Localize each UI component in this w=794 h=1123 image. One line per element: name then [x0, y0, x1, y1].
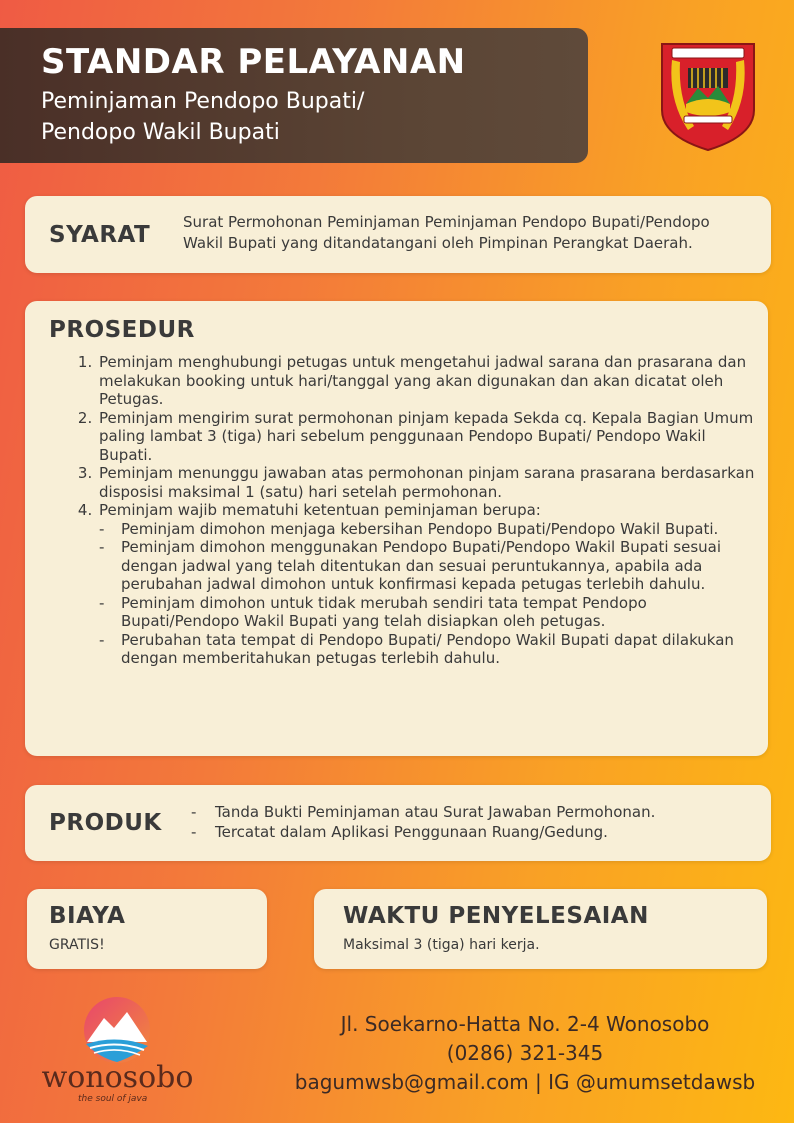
contact-address: Jl. Soekarno-Hatta No. 2-4 Wonosobo	[340, 1012, 710, 1036]
prosedur-step: 3. Peminjam menunggu jawaban atas permohonan pinjam sarana prasarana berdasarkan disposisi maksimal 1 (satu) hari setelah permohonan.	[97, 464, 757, 501]
waktu-card	[314, 889, 767, 969]
waktu-value: Maksimal 3 (tiga) hari kerja.	[343, 937, 540, 953]
subtitle-line-1: Peminjaman Pendopo Bupati/	[41, 89, 365, 114]
waktu-heading: WAKTU PENYELESAIAN	[343, 903, 649, 929]
produk-list	[191, 802, 655, 842]
syarat-text-line-2: Wakil Bupati yang ditandatangani oleh Pimpinan Perangkat Daerah.	[183, 234, 693, 252]
page-title: STANDAR PELAYANAN	[41, 42, 466, 82]
prosedur-step: 2. Peminjam mengirim surat permohonan pinjam kepada Sekda cq. Kepala Bagian Umum paling lambat 3 (tiga) hari sebelum penggunaan Pendopo Bupati/ Pendopo Wakil Bupati.	[97, 409, 757, 465]
header-banner	[0, 28, 588, 163]
prosedur-sub-list	[99, 520, 757, 668]
contact-email-ig: bagumwsb@gmail.com | IG @umumsetdawsb	[294, 1070, 756, 1094]
prosedur-step-with-subitems	[97, 501, 757, 668]
prosedur-steps	[49, 353, 757, 668]
syarat-text	[183, 212, 763, 254]
biaya-heading: BIAYA	[49, 903, 126, 929]
wonosobo-logo	[30, 994, 205, 1106]
biaya-value: GRATIS!	[49, 937, 105, 953]
logo-wordmark: wonosobo	[41, 1060, 194, 1095]
produk-item: - Tanda Bukti Peminjaman atau Surat Jawaban Permohonan.	[215, 802, 655, 822]
logo-tagline: the soul of java	[78, 1094, 148, 1104]
prosedur-step: 1. Peminjam menghubungi petugas untuk mengetahui jadwal sarana dan prasarana dan melakukan booking untuk hari/tanggal yang akan digunakan dan akan dicatat oleh Petugas.	[97, 353, 757, 409]
page-subtitle	[41, 86, 588, 148]
contact-info	[270, 1010, 780, 1097]
regency-emblem-icon	[658, 40, 758, 152]
prosedur-sub-item: - Peminjam dimohon untuk tidak merubah sendiri tata tempat Pendopo Bupati/Pendopo Wakil Bupati yang telah disiapkan oleh petugas.	[119, 594, 757, 631]
contact-phone: (0286) 321-345	[446, 1041, 604, 1065]
prosedur-heading: PROSEDUR	[49, 317, 195, 343]
produk-card	[25, 785, 771, 861]
prosedur-sub-item: - Peminjam dimohon menjaga kebersihan Pendopo Bupati/Pendopo Wakil Bupati.	[119, 520, 757, 539]
prosedur-step-text: Peminjam wajib mematuhi ketentuan peminjaman berupa:	[99, 501, 541, 519]
prosedur-card	[25, 301, 768, 756]
syarat-card	[25, 196, 771, 273]
syarat-text-line-1: Surat Permohonan Peminjaman Peminjaman Pendopo Bupati/Pendopo	[183, 213, 710, 231]
mountain-logo-icon	[30, 994, 205, 1064]
produk-item: - Tercatat dalam Aplikasi Penggunaan Ruang/Gedung.	[215, 822, 655, 842]
subtitle-line-2: Pendopo Wakil Bupati	[41, 120, 280, 145]
prosedur-sub-item: - Perubahan tata tempat di Pendopo Bupati/ Pendopo Wakil Bupati dapat dilakukan dengan memberitahukan petugas terlebih dahulu.	[119, 631, 757, 668]
biaya-card	[27, 889, 267, 969]
prosedur-sub-item: - Peminjam dimohon menggunakan Pendopo Bupati/Pendopo Wakil Bupati sesuai dengan jadwal yang telah ditentukan dan sesuai peruntukannya, apabila ada perubahan jadwal dimohon untuk konfirmasi kepada petugas terlebih dahulu.	[119, 538, 757, 594]
syarat-heading: SYARAT	[49, 222, 151, 248]
produk-heading: PRODUK	[49, 810, 162, 836]
